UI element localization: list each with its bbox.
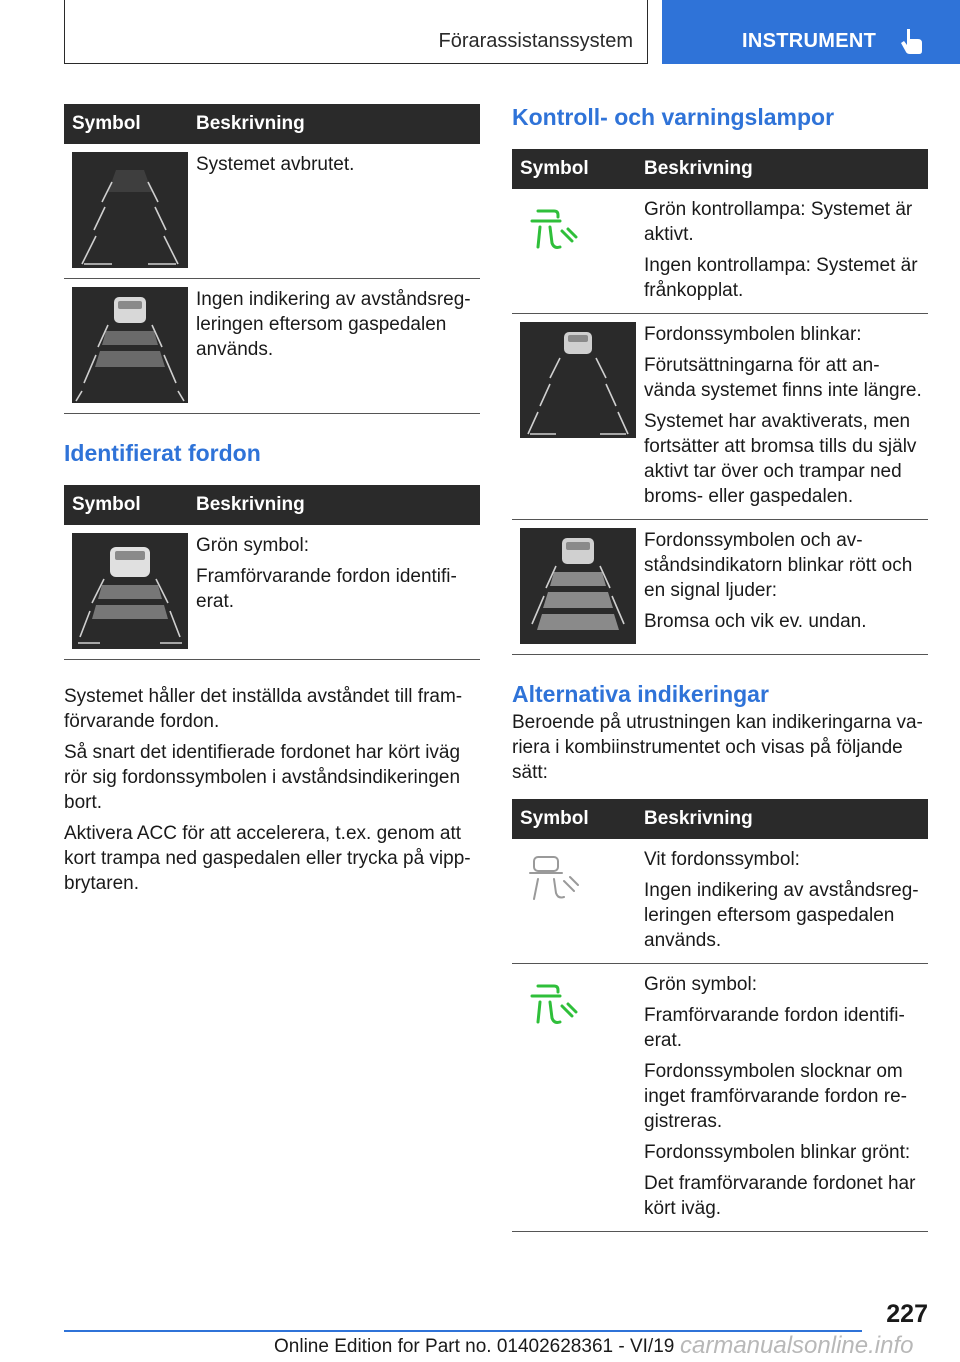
- body-paragraph: Systemet håller det inställda avståndet till fram-förvarande fordon.: [64, 686, 463, 732]
- body-paragraph: Så snart det identifierade fordonet har kört iväg rör sig fordonssymbolen i avståndsindikeringen bort.: [64, 742, 461, 813]
- road-display-empty-icon: [72, 152, 188, 268]
- heading-identified-vehicle: Identifierat fordon: [64, 440, 261, 466]
- table-row: [512, 839, 928, 964]
- table-row: [64, 525, 480, 660]
- table-row: [512, 964, 928, 1232]
- row-description-line: Grön kontrollampa: Systemet är aktivt.: [644, 199, 913, 245]
- row-description-line: Det framförvarande fordonet har kört iväg.: [644, 1173, 916, 1219]
- header-chapter-tab[interactable]: [662, 0, 960, 64]
- table-row: [64, 144, 480, 279]
- right-column: [512, 104, 928, 1232]
- table-row: [64, 279, 480, 414]
- row-description-line: Ingen indikering av avståndsreg-leringen eftersom gaspedalen används.: [644, 880, 919, 951]
- row-description-line: Systemet avbrutet.: [196, 154, 355, 175]
- row-description-line: Fordonssymbolen slocknar om inget framförvarande fordon re-gistreras.: [644, 1061, 907, 1132]
- page-number: 227: [886, 1300, 928, 1328]
- symbol-table-interrupted: [64, 104, 480, 414]
- row-description-line: Fordonssymbolen och av-ståndsindikatorn blinkar rött och en signal ljuder:: [644, 530, 913, 601]
- col-description-header: Beskrivning: [636, 149, 928, 189]
- table-row: [512, 520, 928, 655]
- road-display-car-icon: [520, 322, 636, 438]
- alt-intro-paragraph: Beroende på utrustningen kan indikeringarna va-riera i kombiinstrumentet och visas på följande sätt:: [512, 712, 923, 783]
- header-section-box: [64, 0, 648, 64]
- symbol-table-alternative: [512, 799, 928, 1232]
- road-display-car-bars-icon: [520, 528, 636, 644]
- row-description-line: Förutsättningarna för att an-vända systemet finns inte längre.: [644, 355, 922, 401]
- table-row: [512, 314, 928, 520]
- table-row: [512, 189, 928, 314]
- footer-edition: Online Edition for Part no. 01402628361 - VI/19: [274, 1336, 675, 1357]
- header-section-title: Förarassistanssystem: [438, 30, 633, 52]
- acc-green-icon: [524, 203, 584, 255]
- row-description-line: Bromsa och vik ev. undan.: [644, 611, 867, 632]
- road-display-car-green-icon: [72, 533, 188, 649]
- row-description-line: Vit fordonssymbol:: [644, 849, 800, 870]
- body-paragraph: Aktivera ACC för att accelerera, t.ex. genom att kort trampa ned gaspedalen eller trycka på vipp-brytaren.: [64, 823, 471, 894]
- col-description-header: Beskrivning: [636, 799, 928, 839]
- col-symbol-header: Symbol: [64, 485, 188, 525]
- row-description-line: Grön symbol:: [196, 535, 309, 556]
- col-description-header: Beskrivning: [188, 104, 480, 144]
- heading-alternative-indications: Alternativa indikeringar: [512, 681, 769, 707]
- heading-warning-lamps: Kontroll- och varningslampor: [512, 104, 835, 130]
- hand-pointer-icon: [898, 26, 928, 56]
- acc-white-icon: [524, 853, 584, 905]
- symbol-table-lamps: [512, 149, 928, 655]
- row-description-line: Ingen indikering av avståndsreg-leringen eftersom gaspedalen används.: [196, 289, 471, 360]
- row-description-line: Grön symbol:: [644, 974, 757, 995]
- header-chapter-label: INSTRUMENT: [742, 30, 877, 52]
- symbol-table-identified: [64, 485, 480, 660]
- col-symbol-header: Symbol: [64, 104, 188, 144]
- road-display-car-icon: [72, 287, 188, 403]
- body-paragraphs: [64, 684, 480, 896]
- row-description-line: Fordonssymbolen blinkar grönt:: [644, 1142, 911, 1163]
- row-description-line: Framförvarande fordon identifi-erat.: [196, 566, 457, 612]
- row-description-line: Fordonssymbolen blinkar:: [644, 324, 862, 345]
- col-symbol-header: Symbol: [512, 149, 636, 189]
- row-description-line: Framförvarande fordon identifi-erat.: [644, 1005, 905, 1051]
- col-symbol-header: Symbol: [512, 799, 636, 839]
- row-description-line: Ingen kontrollampa: Systemet är frånkopplat.: [644, 255, 918, 301]
- watermark-logo: carmanualsonline.info: [680, 1332, 914, 1359]
- col-description-header: Beskrivning: [188, 485, 480, 525]
- left-column: [64, 104, 480, 902]
- row-description-line: Systemet har avaktiverats, men fortsätter att bromsa tills du själv aktivt tar över och trampar ned broms- eller gaspedalen.: [644, 411, 917, 507]
- acc-green-icon: [524, 978, 584, 1030]
